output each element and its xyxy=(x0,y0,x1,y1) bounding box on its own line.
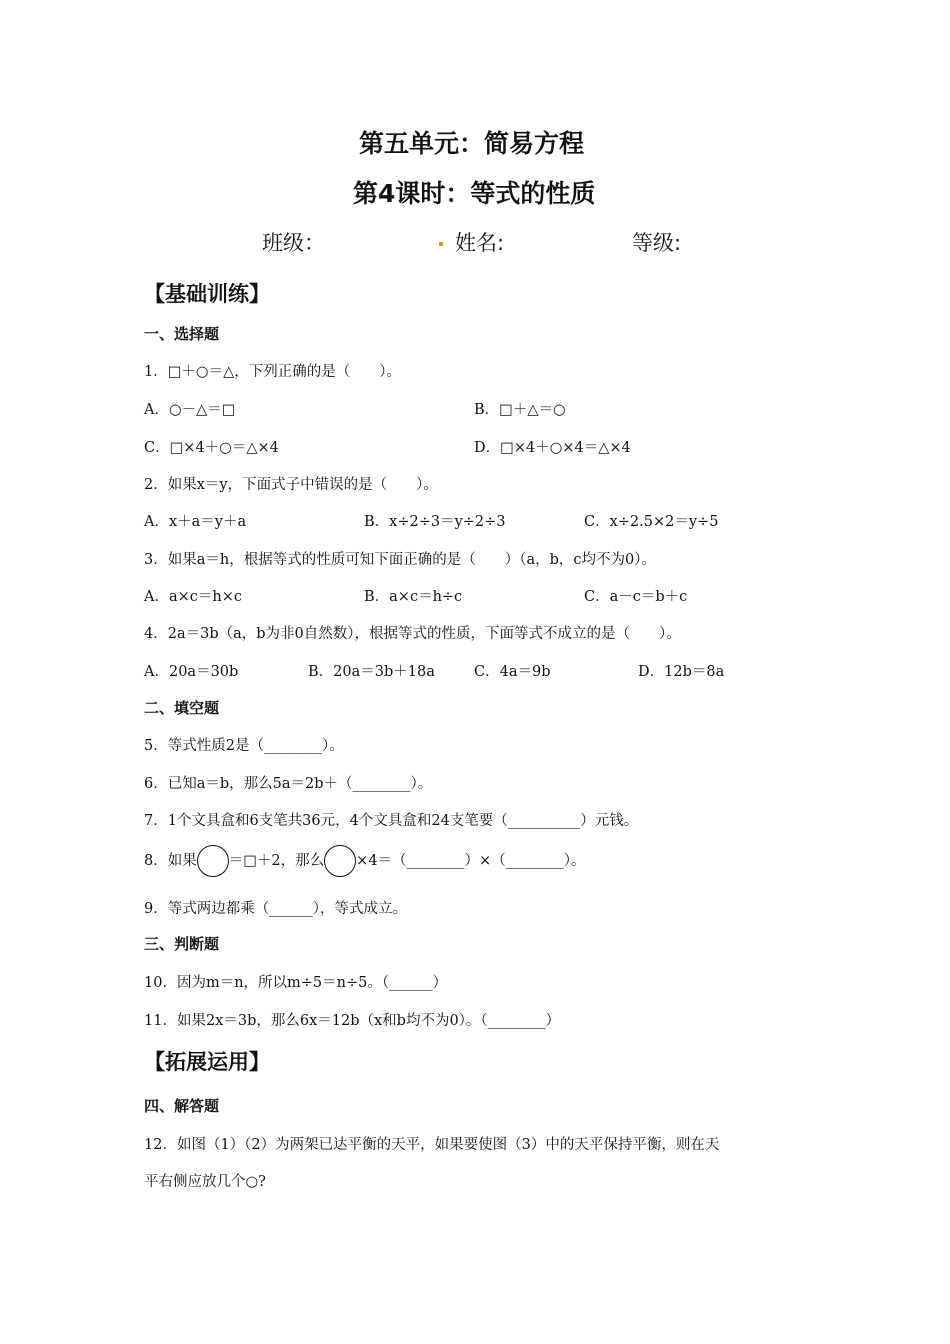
question-4-option-a: A．20a＝30b xyxy=(144,664,239,680)
question-2: 2．如果x＝y，下面式子中错误的是（ ）。 xyxy=(144,477,438,493)
subsection-fill: 二、填空题 xyxy=(144,699,220,717)
page-subtitle: 第4课时：等式的性质 xyxy=(353,179,596,208)
name-label: 姓名: xyxy=(455,231,505,255)
subsection-answer: 四、解答题 xyxy=(144,1097,220,1115)
question-12-line-2: 平右侧应放几个○? xyxy=(144,1174,266,1190)
circle-shape xyxy=(197,845,229,877)
subsection-choice: 一、选择题 xyxy=(144,325,220,343)
question-4-option-d: D．12b＝8a xyxy=(638,664,725,680)
page-title: 第五单元：简易方程 xyxy=(359,129,585,158)
separator-dot: . xyxy=(437,227,445,251)
question-6: 6．已知a＝b，那么5a＝2b＋（________）。 xyxy=(144,776,433,792)
grade-label: 等级: xyxy=(632,231,682,255)
section-extend: 【拓展运用】 xyxy=(144,1050,270,1074)
circle-shape xyxy=(324,845,356,877)
question-4-option-c: C．4a＝9b xyxy=(474,664,551,680)
question-1-option-b: B．□＋△＝○ xyxy=(474,402,566,418)
question-8-suffix: ×4＝（________）×（________）。 xyxy=(356,853,586,869)
question-3: 3．如果a＝h，根据等式的性质可知下面正确的是（ ）（a，b，c均不为0）。 xyxy=(144,552,656,568)
question-2-option-c: C．x÷2.5×2＝y÷5 xyxy=(584,514,719,530)
question-2-option-a: A．x＋a＝y＋a xyxy=(144,514,247,530)
question-3-option-a: A．a×c＝h×c xyxy=(144,589,242,605)
question-3-option-b: B．a×c＝h÷c xyxy=(364,589,463,605)
question-1-option-a: A．○－△＝□ xyxy=(144,402,236,418)
question-4: 4．2a＝3b（a，b为非0自然数），根据等式的性质，下面等式不成立的是（ ）。 xyxy=(144,626,681,642)
section-basic: 【基础训练】 xyxy=(144,282,270,306)
question-1: 1．□＋○＝△，下列正确的是（ ）。 xyxy=(144,364,401,380)
question-11: 11．如果2x＝3b，那么6x＝12b（x和b均不为0）。（________） xyxy=(144,1013,561,1029)
question-8-middle: ＝□＋2，那么 xyxy=(228,853,325,869)
question-12-line-1: 12．如图（1）（2）为两架已达平衡的天平，如果要使图（3）中的天平保持平衡，则在天 xyxy=(144,1137,720,1153)
question-9: 9．等式两边都乘（______），等式成立。 xyxy=(144,901,407,917)
question-3-option-c: C．a－c＝b＋c xyxy=(584,589,688,605)
question-10: 10．因为m＝n，所以m÷5＝n÷5。（______） xyxy=(144,975,448,991)
question-8-prefix: 8．如果 xyxy=(144,853,197,869)
question-1-option-d: D．□×4＋○×4＝△×4 xyxy=(474,440,631,456)
question-5: 5．等式性质2是（________）。 xyxy=(144,738,344,754)
question-7: 7．1个文具盒和6支笔共36元，4个文具盒和24支笔要（__________）元钱。 xyxy=(144,813,639,829)
subsection-judge: 三、判断题 xyxy=(144,935,220,953)
question-2-option-b: B．x÷2÷3＝y÷2÷3 xyxy=(364,514,506,530)
question-1-option-c: C．□×4＋○＝△×4 xyxy=(144,440,279,456)
question-4-option-b: B．20a＝3b＋18a xyxy=(308,664,435,680)
class-label: 班级： xyxy=(262,231,325,255)
question-8 xyxy=(144,845,585,877)
